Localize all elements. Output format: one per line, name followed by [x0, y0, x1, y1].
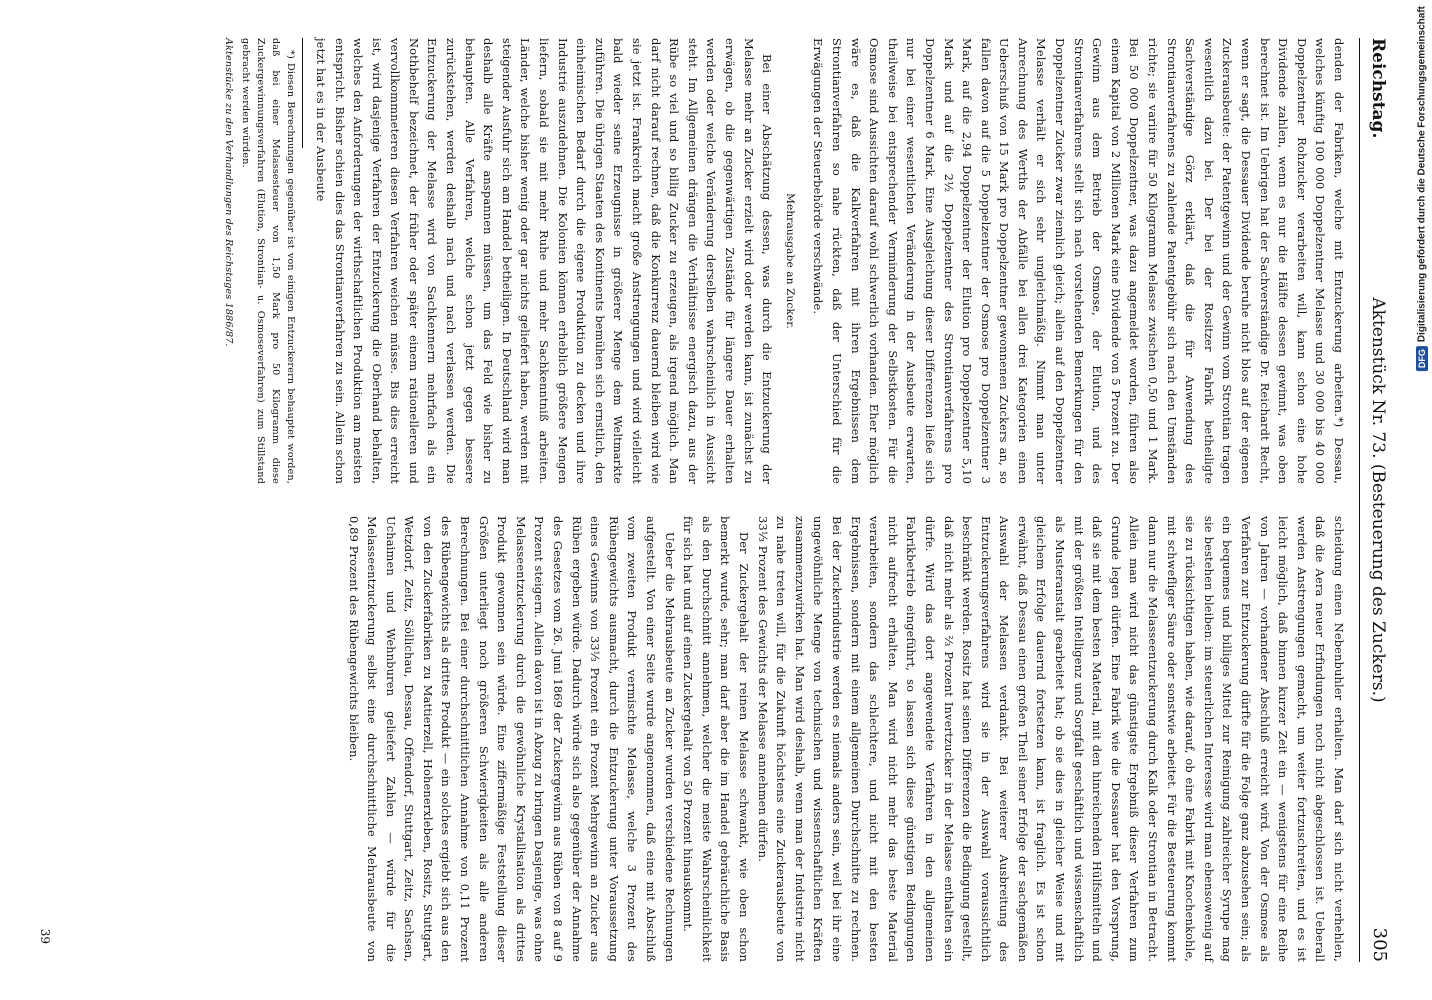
dfg-logo-icon: DFG: [1416, 346, 1428, 371]
section-heading: Mehrausgabe an Zucker.: [783, 193, 796, 329]
footnote-source: Aktenstücke zu den Verhandlungen des Reichstages 1886/87.: [223, 38, 235, 347]
digitization-credit: [1414, 6, 1430, 994]
right-paragraph-2: Der Zuckergehalt der reinen Melasse schwankt, wie oben schon bemerkt wurde, sehr; man darf aber die im Handel gebräuchliche Basis als den Durchschnitt annehmen, welcher die meiste Wahrscheinlichkeit für sich hat und auf einen Zuckergehalt von 50 Prozent hinauskommt.: [681, 516, 751, 962]
left-paragraph-2: Bei einer Abschätzung dessen, was durch die Entzuckerung der Melasse mehr an Zucker erzielt wird oder werden kann, ist zunächst zu erwägen, ob die gegenwärtigen Zustände für längere Dauer erhalten werden oder welche Veränderung derselben wahrscheinlich in Aussicht steht. Im Allgemeinen drängen die Verhältnisse energisch dazu, aus der Rübe so viel und so billig Zucker zu erzeugen, als irgend möglich. Man darf nicht darauf rechnen, daß die Konkurrenz dauernd bleiben wird wie sie jetzt ist. Frankreich macht große Anstrengungen und wird vielleicht bald wieder seine Erzeugnisse in größerer Menge dem Weltmarkte zuführen. Die übrigen Staaten des Kontinents bemühen sich ernstlich, den einheimischen Bedarf durch die eigene Produktion zu decken und ihre Industrie auszudehnen. Die Kolonien können erheblich größere Mengen liefern, sobald sie mit mehr Ruhe und mehr Sachkenntniß arbeiten. Länder, welche bisher wenig oder gar nichts geliefert haben, werden mit steigender Ausfuhr sich am Handel betheiligen. In Deutschland wird man deshalb alle Kräfte anspannen müssen, um das Feld wie bisher zu behaupten. Alle Verfahren, welche schon jetzt gegen bessere zurückstehen, werden deshalb nach und nach verlassen werden. Die Entzuckerung der Melasse wird von Sachkennern mehrfach als ein Nothbehelf bezeichnet, der früher oder später einem rationelleren und vervollkommneteren diesen Verfahren weichen müsse. Bis dies erreicht ist, wird dasjenige Verfahren der Entzuckerung die Oberhand behalten, welches den Anforderungen der wirthschaftlichen Produktion am meisten entspricht. Bisher schien dies das Strontianverfahren zu sein. Allein schon jetzt hat es in der Ausbeute: [313, 38, 775, 484]
footnote: *) Diesen Berechnungen gegenüber ist von einigen Entzuckerern behauptet worden, daß bei einer Melassesteuer von 1,50 Mark pro 50 Kilogramm diese Zuckergewinnungsverfahren (Elution, Strontian- u. Osmoseverfahren) zum Stillstand gebracht werden würden.: [240, 38, 297, 484]
header-page-number: 305: [1369, 927, 1390, 962]
right-paragraph-3: Ueber die Mehrausbeute an Zucker wurden verschiedene Rechnungen aufgestellt. Von einer Seite wurde angenommen, daß eine mit Abschluß vom zweiten Produkt vermischte Melasse, welche 3 Prozent des Rübengewichts ausmacht, durch die Entzuckerung unter Voraussetzung eines Gewinns von 33⅓ Prozent ein Prozent Mehrgewinn an Zucker aus Rüben ergeben würde. Dadurch würde sich also gegenüber der Annahme des Gesetzes vom 26. Juni 1869 der Zuckergewinn aus Rüben von 8 auf 9 Prozent steigern. Allein davon ist in Abzug zu bringen Dasjenige, was ohne Melasseentzuckerung durch die gewöhnliche Krystallisation als drittes Produkt gewonnen sein würde. Eine ziffermäßige Feststellung dieser Größen unterliegt noch größeren Schwierigkeiten als alle anderen Berechnungen. Bei einer durchschnittlichen Annahme von 0,11 Prozent des Rübengewichts als drittes Produkt — ein solches ergiebt sich aus den von den Zuckerfabriken zu Mattierzell, Hohenerxleben, Rositz, Stuttgart, Wetzdorf, Zeitz, Söllichau, Dessau, Offendorf, Stuttgart, Zeitz, Sachsen, Uchaimen und Wehnburen geliefert Zahlen — würde für die Melasseentzuckerung selbst eine durchschnittliche Mehrausbeute von 0,89 Prozent des Rübengewichts bleiben.: [346, 516, 677, 962]
header-title: Aktenstück Nr. 73. (Besteuerung des Zuckers.): [1368, 297, 1388, 703]
left-paragraph-1: denden der Fabriken, welche mit Entzuckerung arbeiten.*) Dessau, welches künftig 100 000 Doppelzentner Melasse und 30 000 bis 40 000 Doppelzentner Rohzucker verarbeiten will, kann schon eine hohe Dividende zahlen, wenn es nur die Hälfte dessen gewinnt, was oben berechnet ist. Im Uebrigen hat der Sachverständige Dr. Reichardt Recht, wenn er sagt, die Dessauer Dividende beruhe nicht blos auf der eigenen Zuckerausbeute: der Patentgewinn und der Gewinn vom Strontian tragen wesentlich dazu bei. Der bei der Rositzer Fabrik betheiligte Sachverständige Görz erklärt, daß die für Anwendung des Strontianverfahrens zu zahlende Patentgebühr sich nach den Umständen richte; sie variire für 50 Kilogramm Melasse zwischen 0,50 und 1 Mark. Bei 50 000 Doppelzentner, was dazu angemeldet worden, führen also einem Kapital von 2 Millionen Mark eine Dividende von 5 Prozent zu. Der Gewinn aus dem Betrieb der Osmose, der Elution, und des Strontianverfahrens stellt sich nach vorstehenden Bemerkungen für den Doppelzentner Zucker zwar ziemlich gleich; allein auf den Doppelzentner Melasse verhält er sich sehr ungleichmäßig. Nimmt man unter Anrechnung des Werths der Abfälle bei allen drei Kategorien einen Ueberschuß von 15 Mark pro Doppelzentner gewonnenen Zuckers an, so fallen davon auf die 5 Doppelzentner der Osmose pro Doppelzentner 3 Mark, auf die 2,94 Doppelzentner der Elution pro Doppelzentner 5,10 Mark und auf die 2½ Doppelzentner des Strontianverfahrens pro Doppelzentner 6 Mark. Eine Ausgleichung dieser Differenzen ließe sich nur bei einer wesentlichen Veränderung in der Ausbeute erwarten, theilweise bei entsprechender Verminderung der Selbstkosten. Für die Osmose sind Aussichten darauf wohl schwerlich vorhanden. Eher möglich wäre es, daß die Kalkverfahren mit ihren Ergebnissen dem Strontianverfahren so nahe rückten, daß der Unterschied für die Erwägungen der Steuerbehörde verschwände.: [811, 38, 1346, 484]
credit-text: Digitalisierung gefördert durch die Deutsche Forschungsgemeinschaft: [1416, 6, 1428, 343]
left-column: [221, 38, 1348, 484]
sheet-number: 39: [38, 928, 52, 944]
running-header: [1359, 38, 1394, 962]
right-paragraph-1: scheidung einen Nebenbuhler erhalten. Man darf sich nicht verhehlen, daß die Aera neuer Erfindungen noch nicht abgeschlossen ist. Ueberall werden Anstrengungen gemacht, um weiter fortzuschreiten, und es ist leicht möglich, daß binnen kurzer Zeit ein — wenigstens für eine Reihe von Jahren — vorhandener Abschluß erreicht wird. Von der Osmose als Verfahren zur Entzuckerung dürfte für die Folge ganz abzusehen sein; als ein bequemes und billiges Mittel zur Reinigung zahlreicher Syrupe mag sie bestehen bleiben: im steuerlichen Interesse wird man ebensowenig auf sie zu rücksichtigen haben, wie darauf, ob eine Fabrik mit Knochenkohle, mit schwefliger Säure oder sonstwie arbeitet. Für die Besteuerung kommt dann nur die Melasseentzuckerung durch Kalk oder Strontian in Betracht. Allein man wird nicht das günstigste Ergebniß dieser Verfahren zum Grunde legen dürfen. Eine Fabrik wie die Dessauer hat den Vorsprung, daß sie mit dem besten Material, mit den hinreichenden Hülfsmitteln und mit der größten Intelligenz und Sorgfalt geschäftlich und wissenschaftlich als Musteranstalt gearbeitet hat; ob sie dies in gleicher Weise und mit gleichem Erfolge dauernd fortsetzen kann, ist fraglich. Es ist schon erwähnt, daß Dessau einen großen Theil seiner Erfolge der sachgemäßen Auswahl der Melassen verdankt. Bei weiterer Ausbreitung des Entzuckerungsverfahrens wird sie in der Auswahl voraussichtlich beschränkt werden. Rositz hat seinen Differenzen die Bedingung gestellt, daß nicht mehr als ⅔ Prozent Invertzucker in der Melasse enthalten sein dürfe. Wird das dort angewendete Verfahren in den allgemeinen Fabrikbetrieb eingeführt, so lassen sich diese günstigen Bedingungen nicht aufrecht erhalten. Man wird nicht mehr das beste Material verarbeiten, sondern das schlechtere, und nicht mit den besten Ergebnissen, sondern mit einem allgemeinen Durchschnitte zu rechnen. Bei der Zuckerindustrie werden es niemals anders sein, weil bei ihr eine ungewöhnliche Menge von technischen und wissenschaftlichen Kräften zusammenzuwirken hat. Man wird deshalb, wenn man der Industrie nicht zu nahe treten will, für die Zukunft höchstens eine Zuckerausbeute von 33⅓ Prozent des Gewichts der Melasse annehmen dürfen.: [755, 516, 1346, 962]
header-left: Reichstag.: [1368, 38, 1388, 139]
right-column: [344, 516, 1348, 962]
document-page: [32, 16, 1404, 984]
footnote-rule: [302, 38, 303, 148]
